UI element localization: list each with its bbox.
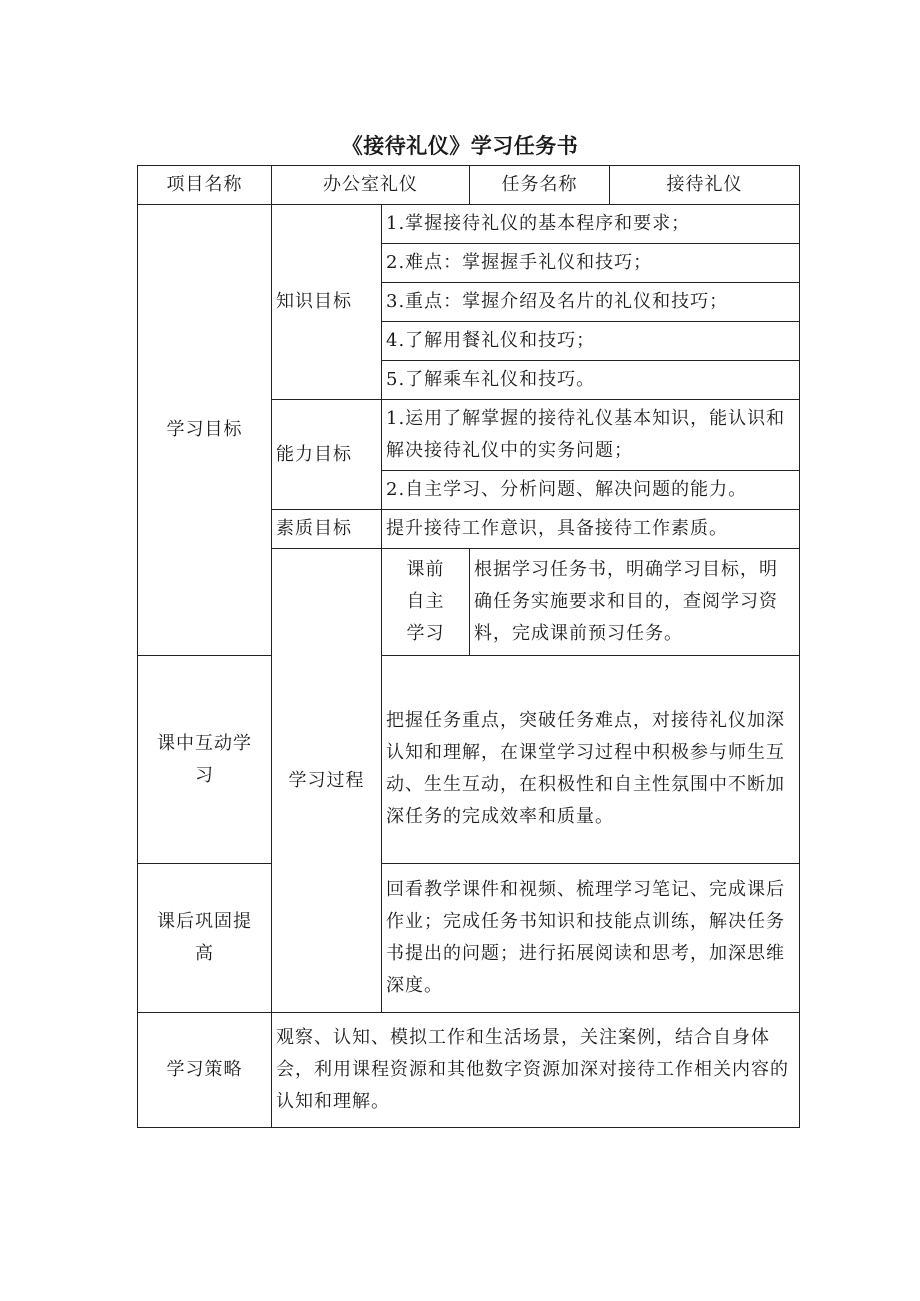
ability-item: 2.自主学习、分析问题、解决问题的能力。 [382, 471, 800, 510]
knowledge-item: 4.了解用餐礼仪和技巧； [382, 322, 800, 361]
knowledge-item: 2.难点：掌握握手礼仪和技巧； [382, 244, 800, 283]
strategy-text: 观察、认知、模拟工作和生活场景，关注案例，结合自身体会，利用课程资源和其他数字资源加深对接待工作相关内容的认知和理解。 [272, 1013, 800, 1128]
knowledge-item: 3.重点：掌握介绍及名片的礼仪和技巧； [382, 283, 800, 322]
task-name-label: 任务名称 [470, 166, 610, 205]
table-row [138, 656, 800, 864]
stage-label: 课前自主学习 [382, 549, 470, 656]
knowledge-item: 5.了解乘车礼仪和技巧。 [382, 361, 800, 400]
strategy-label: 学习策略 [138, 1013, 272, 1128]
ability-label: 能力目标 [272, 400, 382, 510]
objectives-label: 学习目标 [138, 205, 272, 656]
project-name-value: 办公室礼仪 [272, 166, 470, 205]
stage-text: 回看教学课件和视频、梳理学习笔记、完成课后作业；完成任务书知识和技能点训练，解决任务书提出的问题；进行拓展阅读和思考，加深思维深度。 [382, 864, 800, 1013]
project-name-label: 项目名称 [138, 166, 272, 205]
stage-text: 把握任务重点，突破任务难点，对接待礼仪加深认知和理解，在课堂学习过程中积极参与师生互动、生生互动，在积极性和自主性氛围中不断加深任务的完成效率和质量。 [382, 656, 800, 864]
task-table [137, 165, 800, 1128]
stage-label: 课后巩固提高 [138, 864, 272, 1013]
quality-label: 素质目标 [272, 510, 382, 549]
ability-item: 1.运用了解掌握的接待礼仪基本知识，能认识和解决接待礼仪中的实务问题； [382, 400, 800, 471]
process-label: 学习过程 [272, 549, 382, 1013]
quality-text: 提升接待工作意识，具备接待工作素质。 [382, 510, 800, 549]
knowledge-item: 1.掌握接待礼仪的基本程序和要求； [382, 205, 800, 244]
table-row [138, 205, 800, 244]
stage-label: 课中互动学习 [138, 656, 272, 864]
task-name-value: 接待礼仪 [610, 166, 800, 205]
table-row [138, 864, 800, 1013]
stage-text: 根据学习任务书，明确学习目标，明确任务实施要求和目的，查阅学习资料，完成课前预习任务。 [470, 549, 800, 656]
page-title: 《接待礼仪》学习任务书 [341, 134, 579, 158]
header-row [138, 166, 800, 205]
table-row [138, 1013, 800, 1128]
knowledge-label: 知识目标 [272, 205, 382, 400]
